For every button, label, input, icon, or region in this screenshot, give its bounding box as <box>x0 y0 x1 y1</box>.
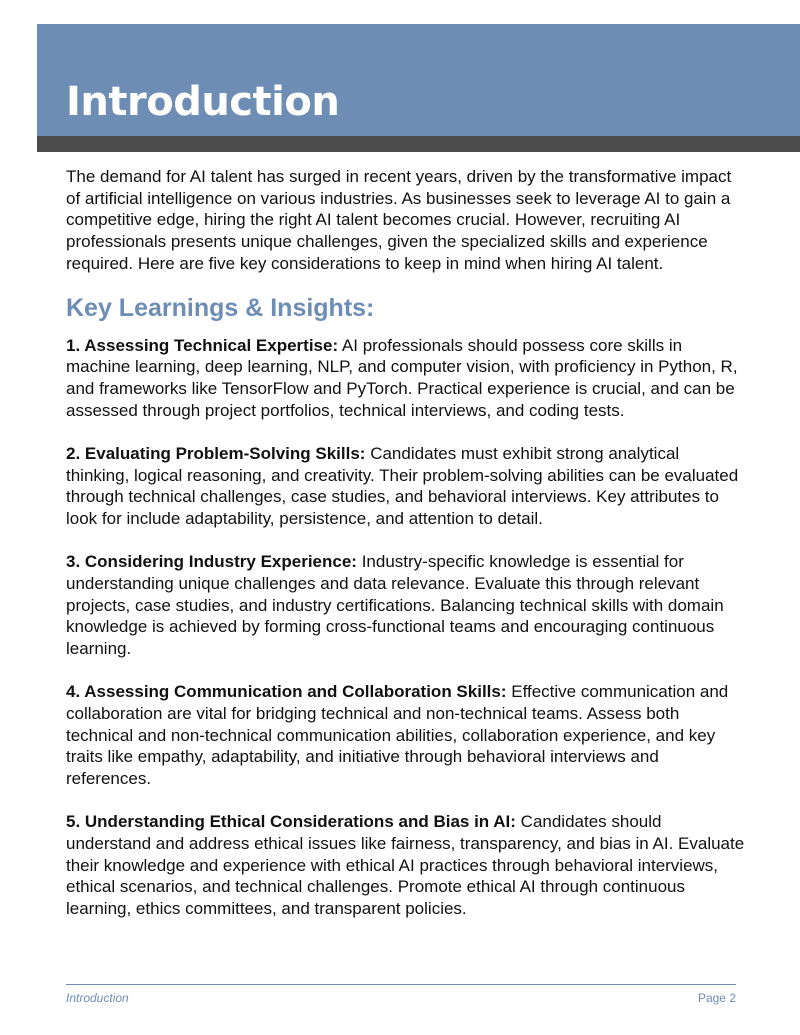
insight-item-2 <box>66 443 746 530</box>
insight-item-5 <box>66 811 746 920</box>
insight-label: 1. Assessing Technical Expertise: <box>66 335 339 355</box>
insight-text: Industry-specific knowledge is essential for understanding unique challenges and data relevance. Evaluate this through relevant projects, case studies, and industry certifications. Balancing technical skills with domain knowledge is achieved by forming cross-functional teams and encouraging continuous learning. <box>66 552 724 658</box>
insight-item-4 <box>66 681 746 790</box>
footer-page-number: Page 2 <box>697 991 736 1005</box>
header-divider <box>37 136 800 152</box>
insight-text: AI professionals should possess core skills in machine learning, deep learning, NLP, and computer vision, with proficiency in Python, R, and frameworks like TensorFlow and PyTorch. Practical experience is crucial, and can be assessed through project portfolios, technical interviews, and coding tests. <box>66 335 738 420</box>
footer-divider <box>66 984 736 985</box>
footer-section-name: Introduction <box>66 991 129 1005</box>
insight-item-3 <box>66 551 746 660</box>
insight-label: 4. Assessing Communication and Collaboration Skills: <box>66 682 507 702</box>
insight-label: 2. Evaluating Problem-Solving Skills: <box>66 443 366 463</box>
insight-text: Effective communication and collaboration are vital for bridging technical and non-technical teams. Assess both technical and non-technical communication abilities, collaboration experience, and key traits like empathy, adaptability, and initiative through behavioral interviews and references. <box>66 682 729 788</box>
insight-label: 5. Understanding Ethical Considerations and Bias in AI: <box>66 812 516 832</box>
document-body <box>66 166 746 941</box>
insight-label: 3. Considering Industry Experience: <box>66 552 357 572</box>
section-heading: Key Learnings & Insights: <box>66 293 375 322</box>
insight-text: Candidates must exhibit strong analytical thinking, logical reasoning, and creativity. Their problem-solving abilities can be evaluated through technical challenges, case studies, and behavioral interviews. Key attributes to look for include adaptability, persistence, and attention to detail. <box>66 443 739 528</box>
page-title: Introduction <box>66 79 340 125</box>
intro-paragraph: The demand for AI talent has surged in recent years, driven by the transformative impact of artificial intelligence on various industries. As businesses seek to leverage AI to gain a competitive edge, hiring the right AI talent becomes crucial. However, recruiting AI professionals presents unique challenges, given the specialized skills and experience required. Here are five key considerations to keep in mind when hiring AI talent. <box>66 167 732 273</box>
insight-text: Candidates should understand and address ethical issues like fairness, transparency, and bias in AI. Evaluate their knowledge and experience with ethical AI practices through behavioral interviews, ethical scenarios, and technical challenges. Promote ethical AI through continuous learning, ethics committees, and transparent policies. <box>66 812 745 918</box>
insight-item-1 <box>66 335 746 422</box>
